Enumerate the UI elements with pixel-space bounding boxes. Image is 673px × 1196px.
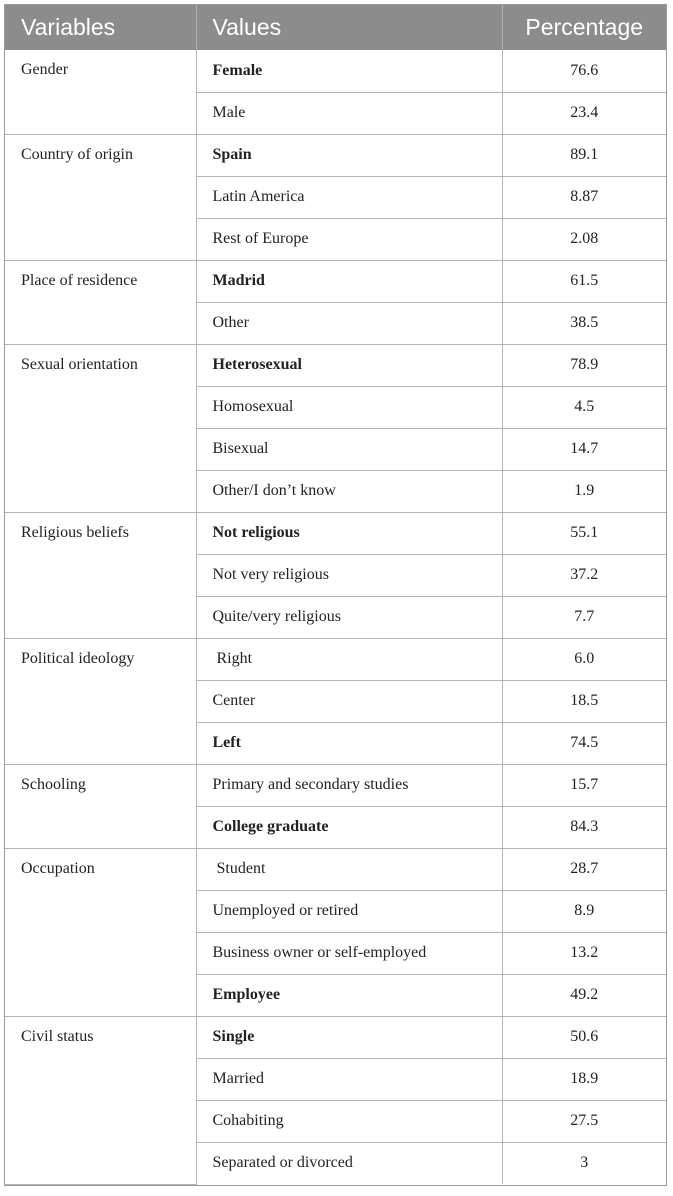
value-cell: College graduate — [196, 806, 502, 848]
table-row — [5, 50, 666, 92]
percentage-cell: 74.5 — [502, 722, 666, 764]
percentage-cell: 61.5 — [502, 260, 666, 302]
percentage-cell: 89.1 — [502, 134, 666, 176]
value-cell: Separated or divorced — [196, 1142, 502, 1184]
value-cell: Other — [196, 302, 502, 344]
table-header — [5, 5, 666, 50]
table-body — [5, 50, 666, 1184]
percentage-cell: 14.7 — [502, 428, 666, 470]
percentage-cell: 49.2 — [502, 974, 666, 1016]
percentage-cell: 18.5 — [502, 680, 666, 722]
table-row — [5, 764, 666, 806]
percentage-cell: 6.0 — [502, 638, 666, 680]
value-cell: Not religious — [196, 512, 502, 554]
percentage-cell: 38.5 — [502, 302, 666, 344]
variable-cell: Schooling — [5, 764, 196, 848]
percentage-cell: 8.9 — [502, 890, 666, 932]
value-cell: Spain — [196, 134, 502, 176]
percentage-cell: 15.7 — [502, 764, 666, 806]
header-values: Values — [196, 5, 502, 50]
value-cell: Left — [196, 722, 502, 764]
value-cell: Male — [196, 92, 502, 134]
value-cell: Other/I don’t know — [196, 470, 502, 512]
value-cell: Latin America — [196, 176, 502, 218]
percentage-cell: 2.08 — [502, 218, 666, 260]
percentage-cell: 37.2 — [502, 554, 666, 596]
variable-cell: Country of origin — [5, 134, 196, 260]
variable-cell: Sexual orientation — [5, 344, 196, 512]
header-variables: Variables — [5, 5, 196, 50]
value-cell: Cohabiting — [196, 1100, 502, 1142]
percentage-cell: 3 — [580, 1154, 589, 1172]
value-cell: Unemployed or retired — [196, 890, 502, 932]
header-row — [5, 5, 666, 50]
percentage-cell: 4.5 — [502, 386, 666, 428]
value-cell: Employee — [196, 974, 502, 1016]
value-cell: Business owner or self-employed — [196, 932, 502, 974]
percentage-cell: 18.9 — [502, 1058, 666, 1100]
value-cell: Homosexual — [196, 386, 502, 428]
percentage-cell: 23.4 — [502, 92, 666, 134]
percentage-cell: 55.1 — [502, 512, 666, 554]
percentage-cell: 7.7 — [502, 596, 666, 638]
demographics-table — [4, 4, 667, 1186]
value-cell: Female — [196, 50, 502, 92]
variable-cell: Civil status — [5, 1016, 196, 1184]
table-row — [5, 512, 666, 554]
table-row — [5, 260, 666, 302]
table-row — [5, 1016, 666, 1058]
table-row — [5, 344, 666, 386]
variable-cell: Occupation — [5, 848, 196, 1016]
percentage-cell: 28.7 — [502, 848, 666, 890]
value-cell: Primary and secondary studies — [196, 764, 502, 806]
value-cell: Bisexual — [196, 428, 502, 470]
percentage-cell: 76.6 — [502, 50, 666, 92]
percentage-cell: 8.87 — [502, 176, 666, 218]
percentage-cell: 78.9 — [502, 344, 666, 386]
value-cell: Heterosexual — [196, 344, 502, 386]
percentage-cell: 84.3 — [502, 806, 666, 848]
variable-cell: Place of residence — [5, 260, 196, 344]
value-cell: Not very religious — [196, 554, 502, 596]
table-row — [5, 638, 666, 680]
value-cell: Right — [196, 638, 502, 680]
table-row — [5, 134, 666, 176]
value-cell: Rest of Europe — [196, 218, 502, 260]
variable-cell: Religious beliefs — [5, 512, 196, 638]
value-cell: Married — [196, 1058, 502, 1100]
percentage-cell: 50.6 — [502, 1016, 666, 1058]
value-cell: Madrid — [196, 260, 502, 302]
percentage-cell: 27.5 — [502, 1100, 666, 1142]
table-row — [5, 848, 666, 890]
value-cell: Single — [196, 1016, 502, 1058]
percentage-cell: 13.2 — [502, 932, 666, 974]
variable-cell: Political ideology — [5, 638, 196, 764]
value-cell: Center — [196, 680, 502, 722]
variable-cell: Gender — [5, 50, 196, 134]
value-cell: Student — [196, 848, 502, 890]
value-cell: Quite/very religious — [196, 596, 502, 638]
percentage-cell: 1.9 — [502, 470, 666, 512]
header-percentage: Percentage — [502, 5, 666, 50]
data-table — [5, 5, 666, 1185]
